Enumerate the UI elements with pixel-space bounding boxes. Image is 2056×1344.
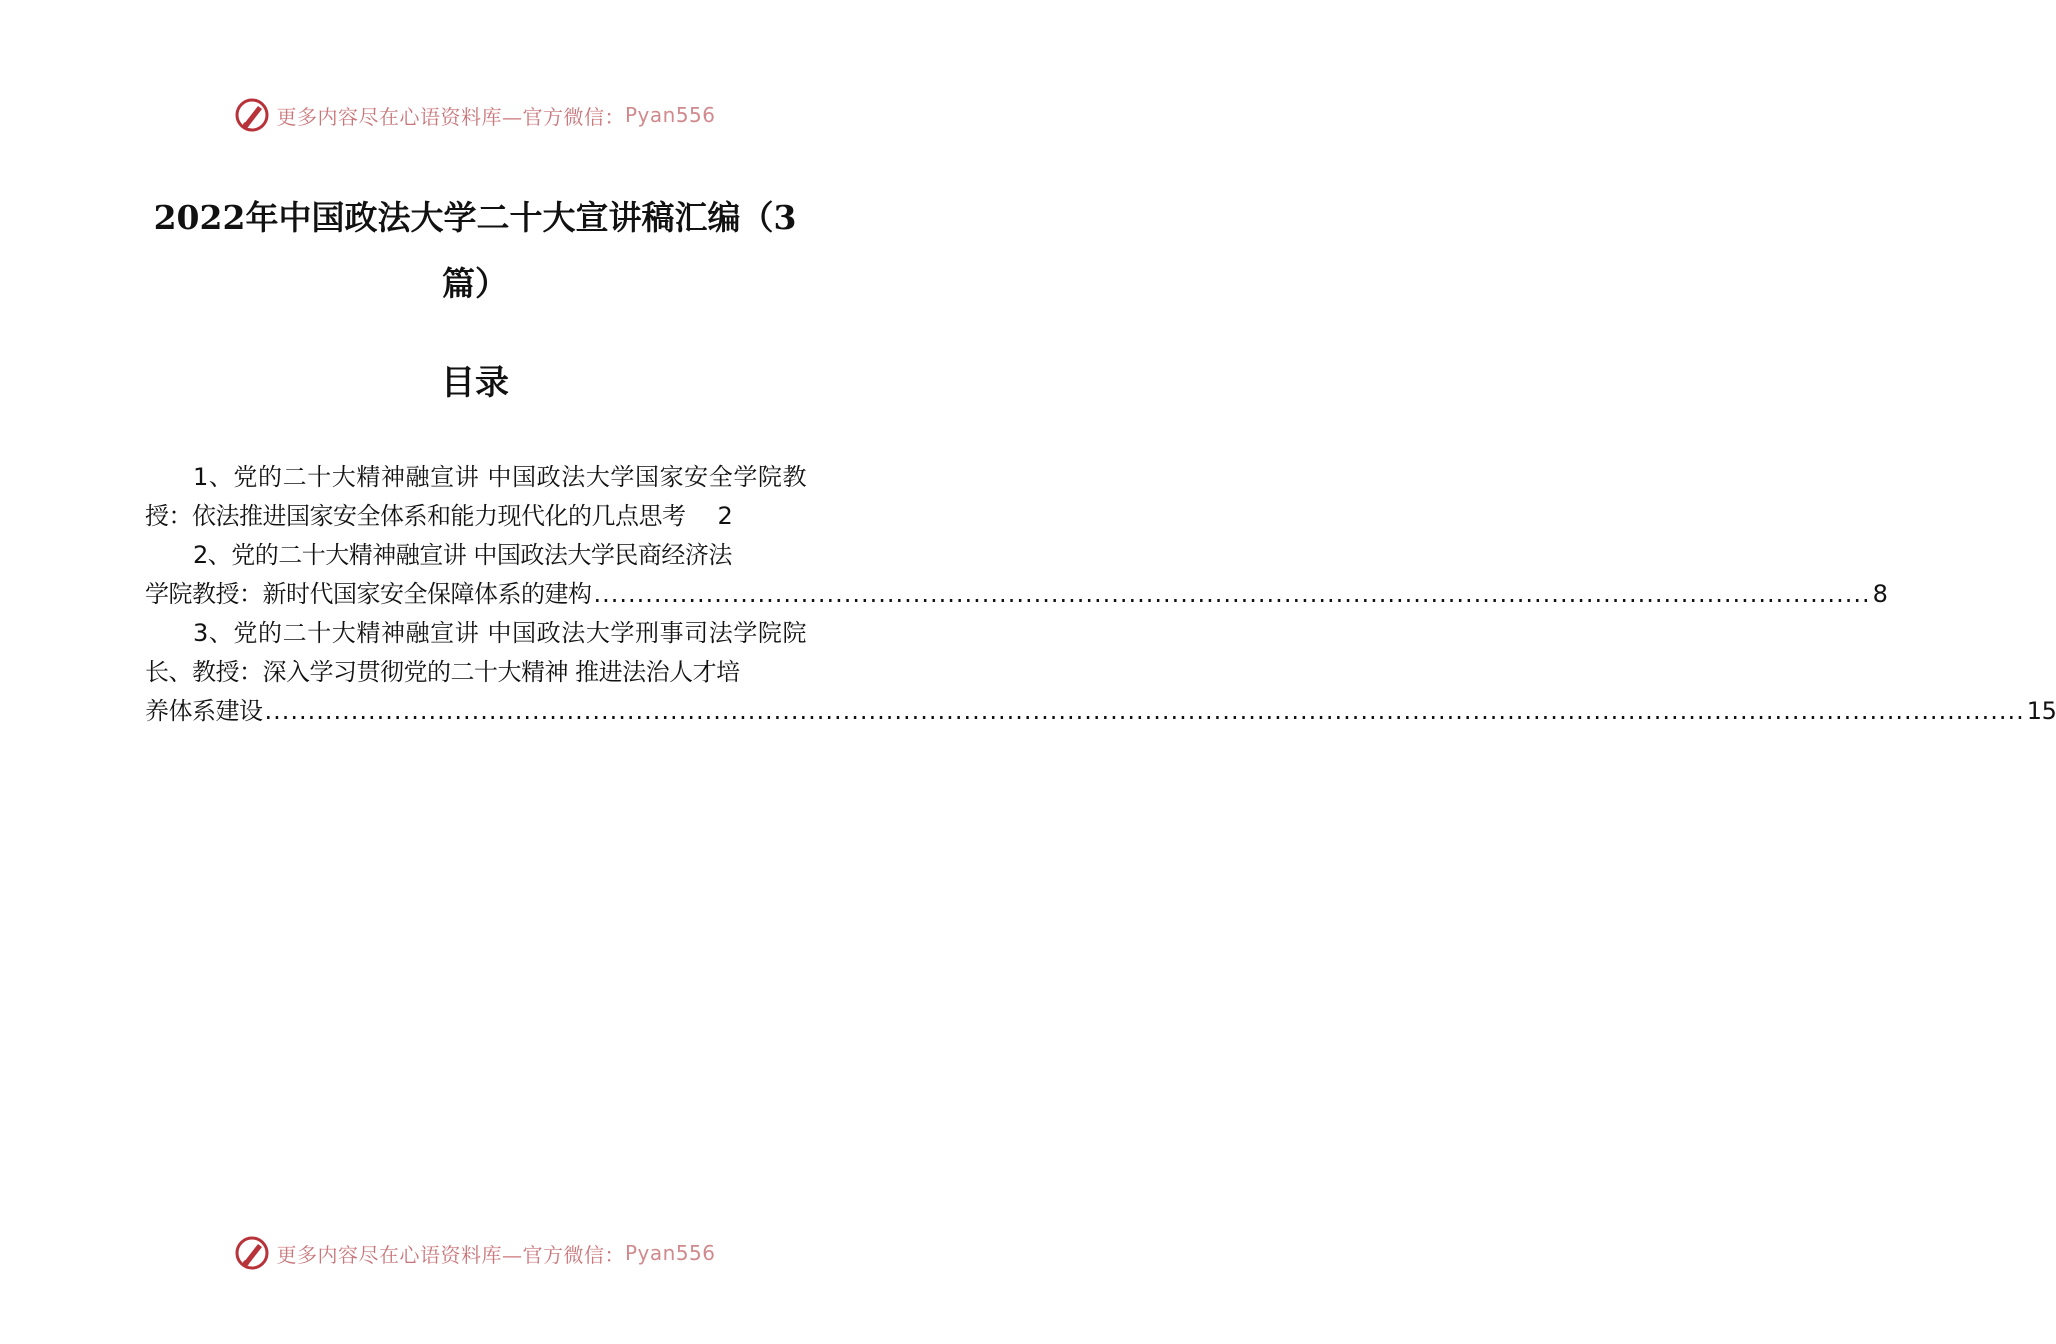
watermark-wechat-id: Pyan556 bbox=[624, 1241, 716, 1265]
toc-entry-2[interactable] bbox=[145, 536, 1888, 614]
toc-entry-text: 2、党的二十大精神融宣讲 中国政法大学民商经济法 bbox=[193, 541, 732, 569]
watermark-wechat-id: Pyan556 bbox=[624, 103, 716, 127]
toc-leader-dots: ............................................................................................................................................................................................................ bbox=[264, 697, 2025, 725]
header-watermark bbox=[0, 95, 950, 135]
toc-entry-text: 1、党的二十大精神融宣讲 中国政法大学国家安全学院教授：依法推进国家安全体系和能力现代化的几点思考 bbox=[145, 463, 806, 530]
toc-entry-page: 15 bbox=[2026, 697, 2056, 725]
toc-entry-page: 2 bbox=[717, 502, 733, 530]
toc-entry-text-tail: 学院教授：新时代国家安全保障体系的建构 bbox=[145, 580, 592, 608]
table-of-contents bbox=[145, 458, 2056, 731]
toc-entry-3[interactable] bbox=[145, 614, 2056, 731]
pen-seal-icon bbox=[234, 1235, 270, 1271]
pen-seal-icon bbox=[234, 97, 270, 133]
watermark-text: 更多内容尽在心语资料库—官方微信： bbox=[276, 1242, 625, 1267]
document-title: 2022年中国政法大学二十大宣讲稿汇编（3篇） bbox=[153, 198, 797, 303]
toc-entry-text-tail: 养体系建设 bbox=[145, 697, 263, 725]
toc-entry-page: 8 bbox=[1872, 580, 1888, 608]
toc-heading: 目录 bbox=[441, 363, 509, 403]
toc-entry-1[interactable] bbox=[145, 458, 806, 536]
footer-watermark bbox=[0, 1233, 950, 1273]
toc-leader-dots: .................................................................................................................................................... bbox=[593, 580, 1871, 608]
toc-entry-text: 3、党的二十大精神融宣讲 中国政法大学刑事司法学院院长、教授：深入学习贯彻党的二十大精神 推进法治人才培 bbox=[145, 619, 806, 686]
watermark-text: 更多内容尽在心语资料库—官方微信： bbox=[276, 104, 625, 129]
